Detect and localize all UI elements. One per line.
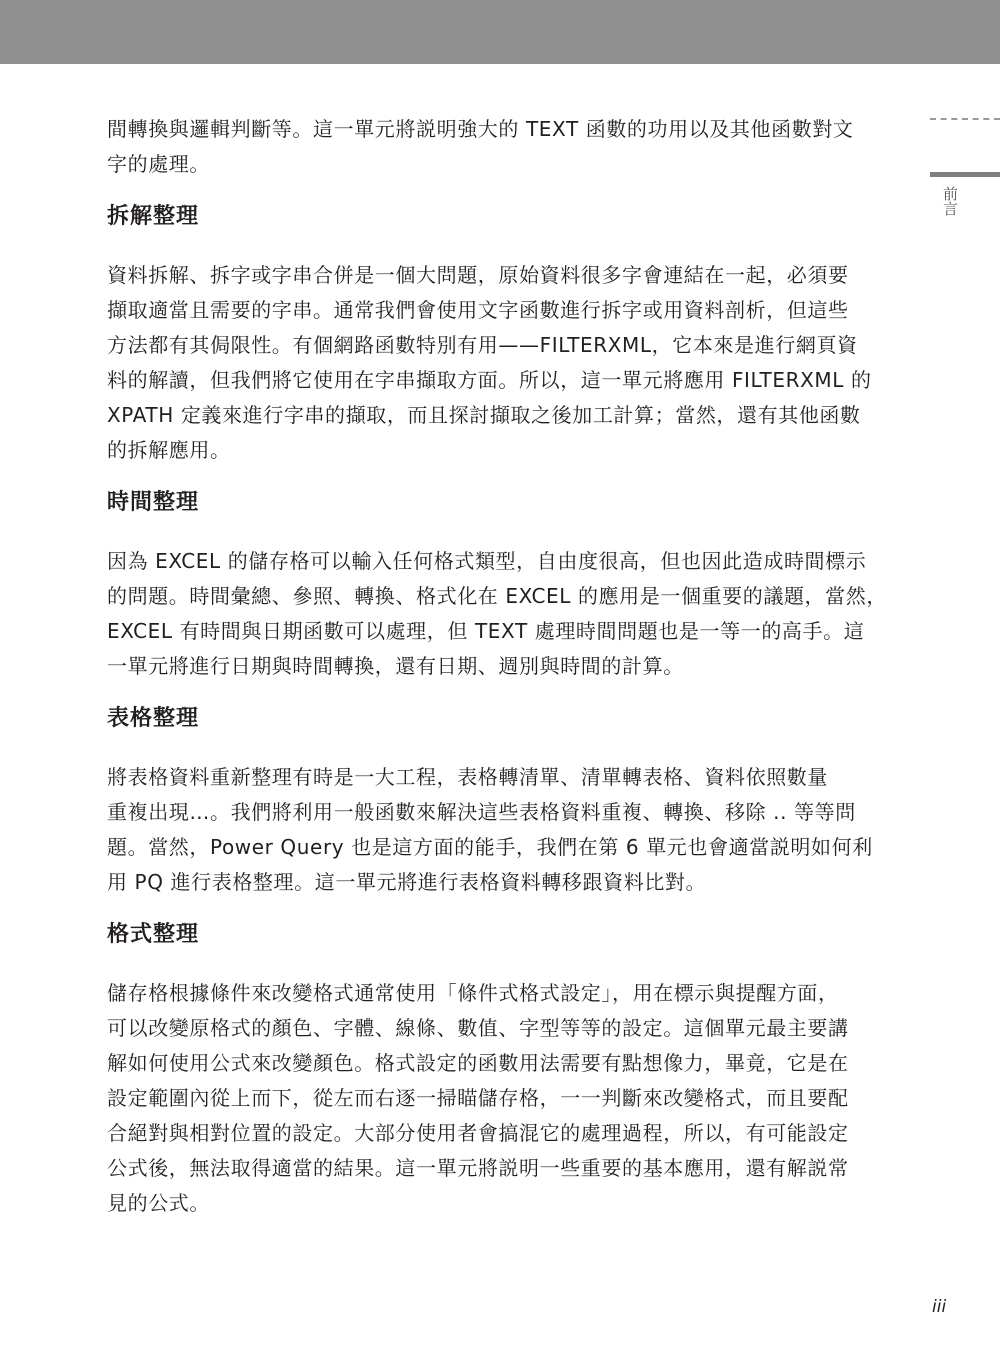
section-heading-format: 格式整理 (107, 922, 200, 947)
side-dashed-rule (930, 118, 1000, 120)
page-number: iii (932, 1297, 947, 1317)
side-tab-bar (930, 172, 1000, 177)
header-band (0, 0, 1000, 64)
section-heading-split: 拆解整理 (107, 204, 200, 229)
section-heading-time: 時間整理 (107, 490, 200, 515)
page-content (107, 112, 895, 1221)
section-body-format: 儲存格根據條件來改變格式通常使用「條件式格式設定」，用在標示與提醒方面， 可以改變原格式的顏色、字體、線條、數值、字型等等的設定。這個單元最主要講 解如何使用公式來改變顏色。格式設定的函數用法需要有點想像力，畢竟，它是在 設定範圍內從上而下，從左而右逐一掃瞄儲存格，一一判斷來改變格式，而且要配 合絕對與相對位置的設定。大部分使用者會搞混它的處理過程，所以，有可能設定 公式後，無法取得適當的結果。這一單元將説明一些重要的基本應用，還有解説常 見的公式。 (107, 981, 849, 1215)
section-body-table: 將表格資料重新整理有時是一大工程，表格轉清單、清單轉表格、資料依照數量 重複出現…。我們將利用一般函數來解決這些表格資料重複、轉換、移除 .. 等等問 題。當然，Power Query 也是這方面的能手，我們在第 6 單元也會適當説明如何利 用 PQ 進行表格整理。這一單元將進行表格資料轉移跟資料比對。 (107, 765, 873, 894)
section-body-time: 因為 EXCEL 的儲存格可以輸入任何格式類型，自由度很高，但也因此造成時間標示 的問題。時間彙總、參照、轉換、格式化在 EXCEL 的應用是一個重要的議題，當然， EXCEL 有時間與日期函數可以處理，但 TEXT 處理時間問題也是一等一的高手。這 一單元將進行日期與時間轉換，還有日期、週別與時間的計算。 (107, 549, 887, 678)
section-heading-table: 表格整理 (107, 706, 200, 731)
section-body-split: 資料拆解、拆字或字串合併是一個大問題，原始資料很多字會連結在一起，必須要 擷取適當且需要的字串。通常我們會使用文字函數進行拆字或用資料剖析，但這些 方法都有其侷限性。有個網路函數特別有用——FILTERXML，它本來是進行網頁資 料的解讀，但我們將它使用在字串擷取方面。所以，這一單元將應用 FILTERXML 的 XPATH 定義來進行字串的擷取，而且探討擷取之後加工計算；當然，還有其他函數 的拆解應用。 (107, 263, 872, 462)
intro-paragraph: 間轉換與邏輯判斷等。這一單元將説明強大的 TEXT 函數的功用以及其他函數對文 字的處理。 (107, 117, 854, 176)
side-tab-label: 前言 (941, 186, 959, 216)
